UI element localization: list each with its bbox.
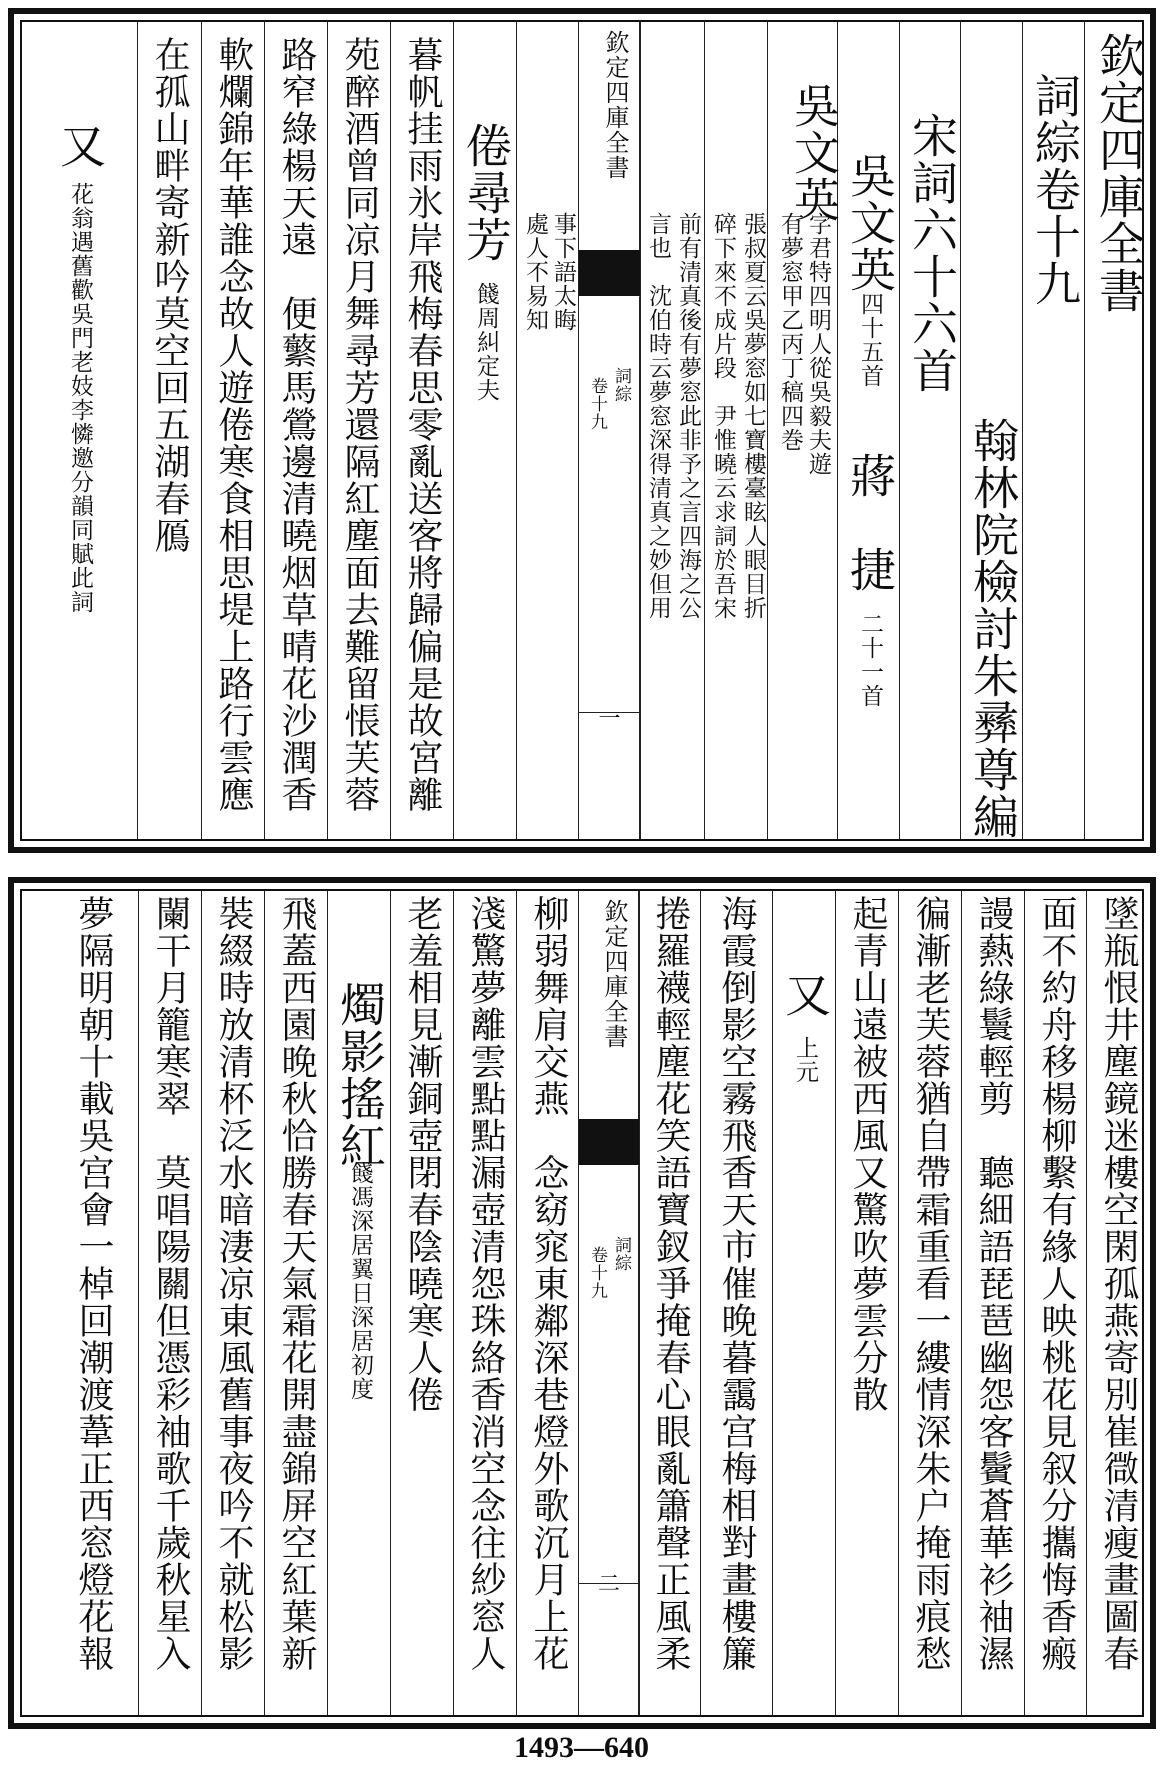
catalog-page-code: 1493—640 — [514, 1731, 649, 1764]
col-compiler — [960, 22, 1023, 839]
r-text-line-8: 捲羅襪輕塵花笑語寶釵爭掩春心眼亂簫聲正風柔 — [650, 895, 691, 1672]
bio-line-2: 有夢窓甲乙丙丁稿四巻 — [777, 212, 803, 452]
col-r7 — [700, 891, 773, 1715]
col-r1 — [1086, 891, 1151, 1715]
ci-title: 倦尋芳 — [459, 122, 513, 263]
col-l4 — [327, 891, 391, 1715]
l-text-line-7: 闌干月籠寒翠 莫唱陽關但憑彩袖歌千歲秋星入 — [150, 895, 191, 1672]
r-text-line-7: 海霞倒影空霧飛香天市催晚暮靄宫梅相對畫樓簾 — [716, 895, 757, 1672]
col-quote-3 — [516, 22, 579, 839]
col-r3 — [961, 891, 1025, 1715]
col-ci-title — [453, 22, 517, 839]
col-text-4 — [201, 22, 265, 839]
gutter-vol-label-a: 詞綜 — [611, 367, 631, 403]
l-text-line-2: 淺驚夢離雲點點漏壺清怨珠絡香消空念往紗窓人 — [465, 895, 506, 1672]
l-text-line-6: 裝綴時放清杯泛水暗淒凉東風舊事夜吟不就松影 — [213, 895, 254, 1672]
r-text-line-1: 墜瓶恨井塵鏡迷樓空閑孤燕寄別崔㣲清瘦畫圖春 — [1098, 895, 1139, 1672]
bottom-page — [8, 877, 1156, 1729]
volume-title: 詞綜卷十九 — [1028, 72, 1082, 307]
col-l3 — [390, 891, 454, 1715]
top-page — [8, 8, 1156, 853]
r-text-line-4: 徧漸老芙蓉猶自帶霜重看一縷情深朱户掩雨痕愁 — [910, 895, 951, 1672]
text-line-5: 在孤山畔寄新吟莫空回五湖春鴈 — [149, 36, 190, 554]
col-l6 — [201, 891, 265, 1715]
center-gutter-bottom — [578, 891, 640, 1715]
col-poets — [837, 22, 900, 839]
ci2-note: 花翁遇舊歡吳門老妓李憐邀分韻同賦此詞 — [67, 182, 93, 614]
poet-count-2: 二十一首 — [857, 612, 883, 708]
r-text-line-5: 起青山遠被西風又驚吹夢雲分散 — [847, 895, 888, 1413]
col-l2 — [453, 891, 517, 1715]
col-r8 — [638, 891, 701, 1715]
text-line-4: 軟爛錦年華誰念故人遊倦寒食相思堤上路行雲應 — [213, 36, 254, 813]
l-text-line-1: 柳弱舞肩交燕 念窈窕東鄰深巷燈外歌沉月上花 — [528, 895, 569, 1672]
gutter-vol-label-b: 卷十九 — [587, 377, 607, 431]
compiler-credit: 翰林院檢討朱彞尊編 — [966, 417, 1020, 840]
book-title: 欽定四庫全書 — [1092, 32, 1146, 314]
bio-line-1: 字君特四明人從吳毅夫遊 — [805, 212, 831, 476]
ci4-note: 餞馮深居翼日深居初度 — [347, 1161, 373, 1401]
quote-line-4: 言也 沈伯時云夢窓深得清真之妙但用 — [645, 212, 671, 620]
top-page-inner-border — [20, 20, 1144, 841]
section-heading: 宋詞六十六首 — [905, 112, 959, 394]
ci4-title: 燭影搖紅 — [333, 981, 387, 1169]
gutter-book-title: 欽定四庫全書 — [601, 30, 629, 180]
col-bio — [767, 22, 841, 839]
col-text-1 — [390, 22, 454, 839]
col-r6 — [772, 891, 836, 1715]
gutter-page-number-bottom: 二 — [597, 1572, 620, 1597]
col-vol-title — [1022, 22, 1085, 839]
col-text-2 — [327, 22, 391, 839]
bio-poet-name: 吳文英 — [787, 82, 841, 223]
ci3-heading: 又 — [778, 971, 832, 1018]
gutter-vol-label-b-bottom: 卷十九 — [587, 1246, 607, 1300]
quote-line-5: 事下語太晦 — [550, 212, 576, 332]
fish-tail-notch — [579, 296, 640, 314]
gutter-book-title-bottom: 欽定四庫全書 — [600, 899, 628, 1049]
center-gutter — [578, 22, 641, 839]
ci2-heading: 又 — [53, 122, 107, 169]
col-l7 — [138, 891, 202, 1715]
fish-tail-notch-bottom — [579, 1165, 639, 1183]
l-text-line-3: 老羞相見漸銅壺閉春陰曉寒人倦 — [402, 895, 443, 1413]
bottom-page-inner-border — [20, 889, 1144, 1717]
quote-line-3: 前有清真後有夢窓此非予之言四海之公 — [675, 212, 701, 620]
text-line-2: 苑醉酒曾同凉月舞尋芳還隔紅塵面去難留悵芙蓉 — [339, 36, 380, 813]
fish-tail-ornament — [579, 250, 640, 296]
col-section — [899, 22, 961, 839]
col-book-title — [1084, 22, 1151, 839]
gutter-vol-label-a-bottom: 詞綜 — [611, 1236, 631, 1272]
quote-line-6: 處人不易知 — [522, 212, 548, 332]
col-quote-1 — [704, 22, 768, 839]
col-r5 — [835, 891, 899, 1715]
text-line-3: 路窄綠楊天遠 便蘩馬鶯邊清曉烟草晴花沙潤香 — [276, 36, 317, 813]
col-l1 — [516, 891, 579, 1715]
col-text-5 — [137, 22, 202, 839]
col-ci2-head — [22, 22, 137, 839]
col-l8 — [22, 891, 138, 1715]
text-line-1: 暮帆挂雨氷岸飛梅春思零亂送客將歸偏是故宮離 — [402, 36, 443, 813]
r-text-line-2: 面不約舟移楊柳繫有緣人映桃花見叙分攜悔香瘢 — [1036, 895, 1077, 1672]
fish-tail-ornament-bottom — [579, 1119, 639, 1165]
quote-line-2: 碎下來不成片段 尹惟曉云求詞於吾宋 — [710, 212, 736, 620]
r-text-line-3: 謾爇綠鬟輕剪 聽細語琵琶幽怨客鬢蒼華衫袖濕 — [973, 895, 1014, 1672]
quote-line-1: 張叔夏云吳夢窓如七寶樓臺眩人眼目折 — [740, 212, 766, 620]
gutter-page-number: 一 — [598, 707, 621, 732]
col-r4 — [898, 891, 962, 1715]
poet-count-1: 四十五首 — [857, 292, 883, 388]
poet-name-1: 吳文英 — [843, 152, 897, 293]
ci-subtitle: 餞周糾定夫 — [473, 282, 499, 402]
col-text-3 — [264, 22, 328, 839]
l-text-line-5: 飛蓋西園晚秋恰勝春天氣霜花開盡錦屏空紅葉新 — [276, 895, 317, 1672]
ci3-note: 上元 — [792, 1036, 818, 1084]
col-r2 — [1024, 891, 1087, 1715]
poet-name-2: 蔣 捷 — [843, 452, 897, 593]
l-text-line-8: 夢隔明朝十載吳宫會一棹回潮渡葦正西窓燈花報 — [73, 895, 114, 1672]
col-l5 — [264, 891, 328, 1715]
col-quote-2 — [639, 22, 705, 839]
